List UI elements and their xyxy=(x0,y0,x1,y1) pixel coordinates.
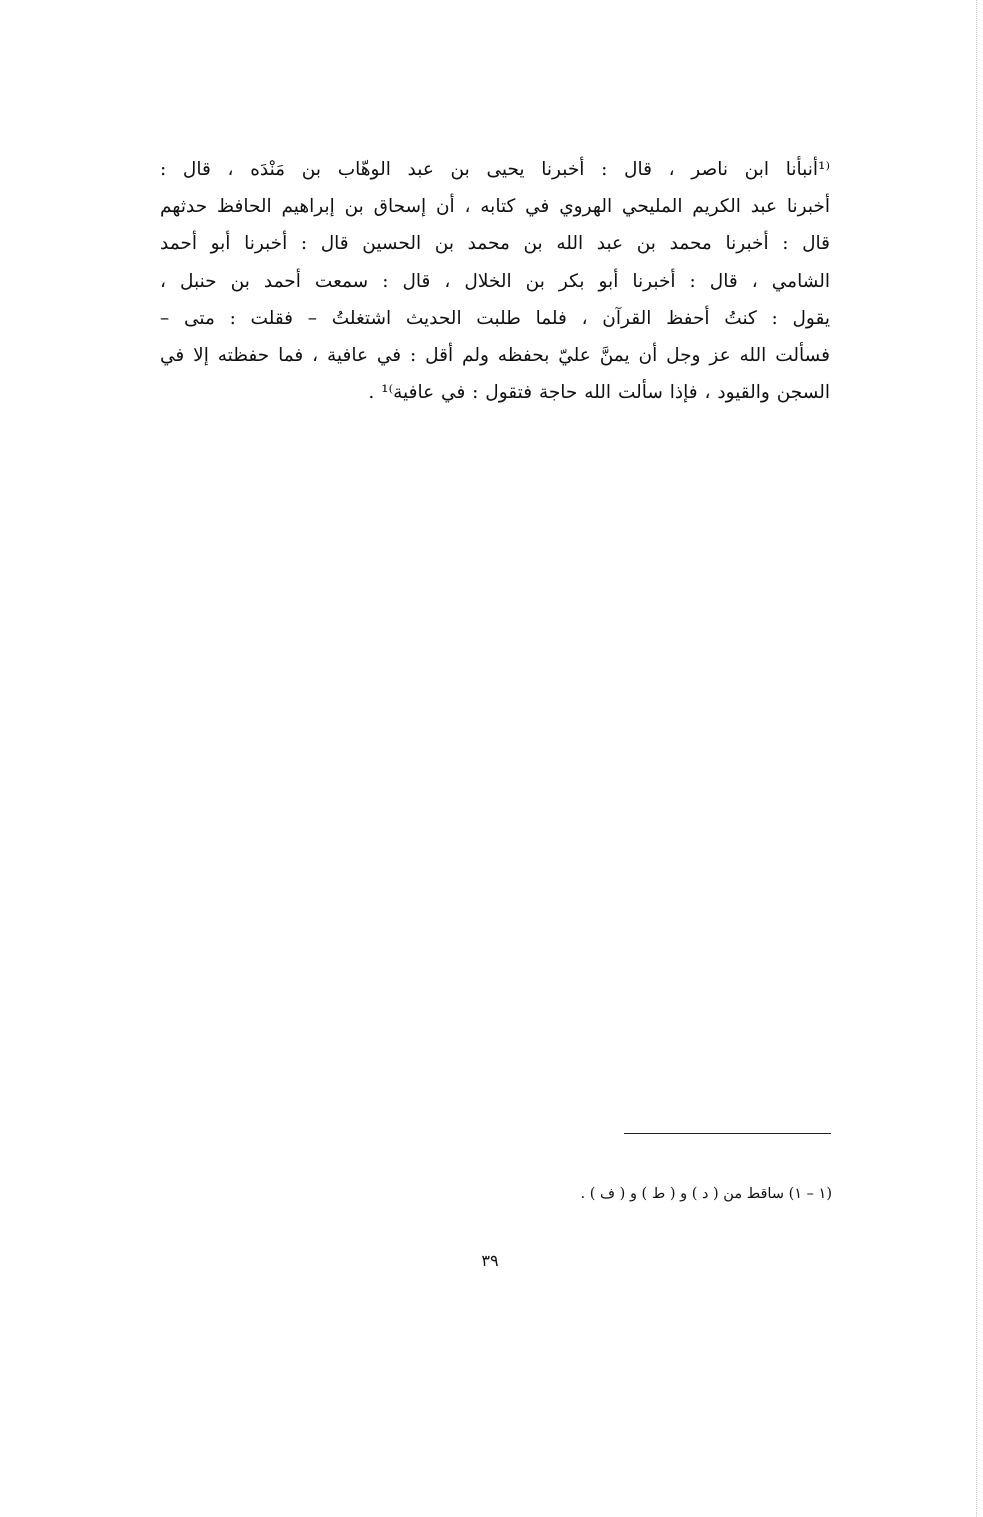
text-line-5: يقول : كنتُ أحفظ القرآن ، فلما طلبت الحديث اشتغلتُ – فقلت : متى – xyxy=(160,307,830,329)
text-line-4: الشامي ، قال : أخبرنا أبو بكر بن الخلال ، قال : سمعت أحمد بن حنبل ، xyxy=(160,270,830,292)
text-line-7: السجن والقيود ، فإذا سألت الله حاجة فتقول : في عافية⁾¹ . xyxy=(368,382,830,404)
scan-edge-line xyxy=(975,0,977,1517)
text-line-2: أخبرنا عبد الكريم المليحي الهروي في كتابه ، أن إسحاق بن إبراهيم الحافظ حدثهم xyxy=(160,196,830,218)
text-line-3: قال : أخبرنا محمد بن عبد الله بن محمد بن الحسين قال : أخبرنا أبو أحمد xyxy=(160,233,830,255)
page-number: ٣٩ xyxy=(481,1251,499,1270)
text-line-6: فسألت الله عز وجل أن يمنَّ عليّ بحفظه ولم أقل : في عافية ، فما حفظته إلا في xyxy=(160,345,830,367)
main-text-block xyxy=(160,151,830,411)
text-line-1: ⁽¹أنبأنا ابن ناصر ، قال : أخبرنا يحيى بن عبد الوهّاب بن مَنْدَه ، قال : xyxy=(160,159,830,180)
footnote-separator xyxy=(624,1133,831,1134)
footnote-text: (١ – ١) ساقط من ( د ) و ( ط ) و ( ف ) . xyxy=(580,1186,832,1202)
